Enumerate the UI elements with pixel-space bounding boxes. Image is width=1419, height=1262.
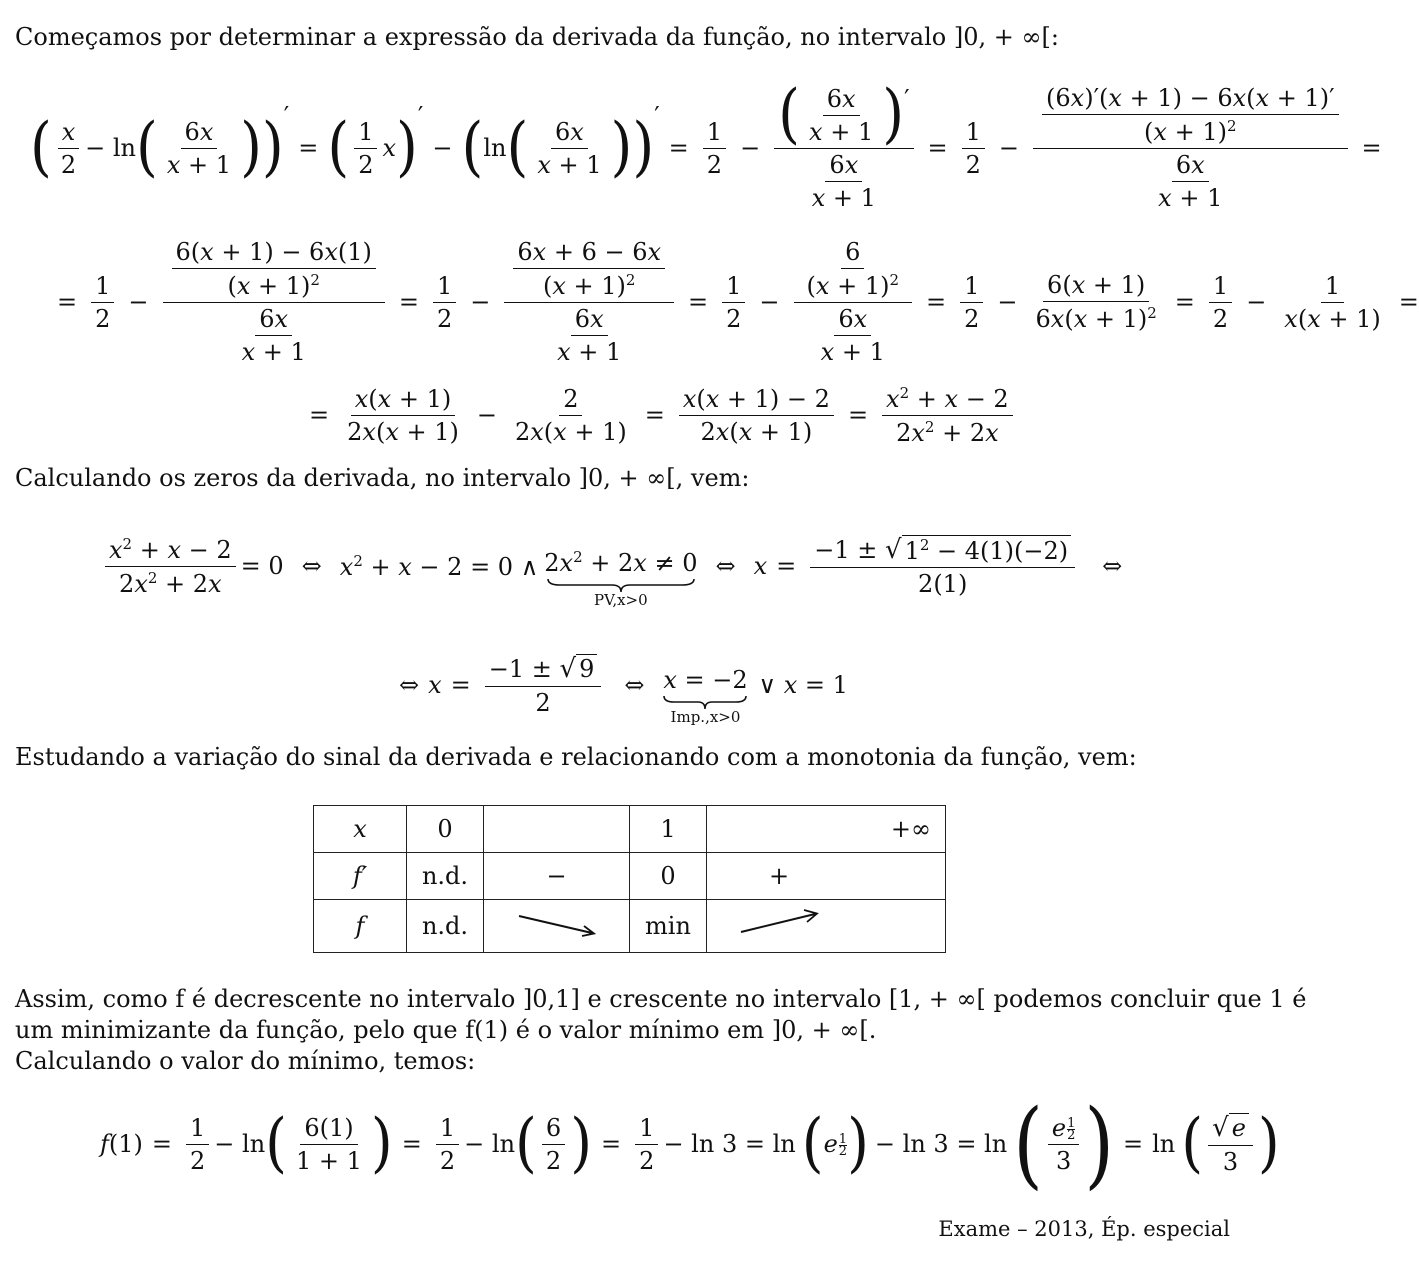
sign-study-paragraph: Estudando a variação do sinal da derivada e relacionando com a monotonia da função, vem: — [15, 743, 1137, 771]
zeros-equation-line-2: ⇔ x = −1 ± √ 9 2 ⇔ x = −2 Imp.,x>0 ∨ x = 1 — [399, 653, 848, 726]
pv-brace: $2x^2 + 2x \ne 0$ PV,x>0 — [544, 547, 698, 609]
table-cell: n.d. — [407, 853, 484, 900]
minimum-paragraph: Calculando o valor do mínimo, temos: — [15, 1047, 476, 1075]
table-cell: 1 — [630, 806, 707, 853]
conclusion-line-2: um minimizante da função, pelo que f(1) é o valor mínimo em ]0, + ∞[. — [15, 1016, 877, 1044]
table-cell: x — [314, 806, 407, 853]
table-row — [314, 900, 946, 953]
sign-table — [313, 805, 946, 953]
derivative-equation-line-2: = $\frac{1}{2}$ − $\frac{\frac{6(x + 1) - 6x(1)}{(x + 1)^2}}{\frac{6x}{x + 1}}$ = $\frac{1}{2}$ − $\frac{\frac{6x + 6 - 6x}{(x + 1)^2}}{\frac{6x}{x + 1}}$ = $\frac{1}{2}$ − $\frac{\frac{6}{(x + 1)^2}}{\frac{6x}{x + 1}}$ = $\frac{1}{2}$ − $\frac{6(x + 1)}{6x(x + 1)^2}$ = $\frac{1}{2}$ − $\frac{1}{x(x + 1)}$ = — [57, 238, 1419, 366]
table-cell: f′ — [314, 853, 407, 900]
zeros-equation-line-1: $\frac{x^2 + x - 2}{2x^2 + 2x}$ = 0 ⇔ $x^2 + x - 2 = 0$ ∧ $2x^2 + 2x \ne 0$ PV,x>0 ⇔ x = −1 ± √ $1^2 - 4(1)(-2)$ 2(1) ⇔ — [100, 520, 1160, 612]
pv-brace-label: PV,x>0 — [594, 590, 648, 609]
decreasing-arrow-icon — [484, 900, 629, 946]
intro-paragraph: Começamos por determinar a expressão da derivada da função, no intervalo ]0, + ∞[: — [15, 23, 1059, 51]
table-row — [314, 853, 946, 900]
table-cell: n.d. — [407, 900, 484, 953]
impossible-brace-label: Imp.,x>0 — [670, 708, 741, 726]
table-cell: 0 — [630, 853, 707, 900]
conclusion-line-1: Assim, como f é decrescente no intervalo ]0,1] e crescente no intervalo [1, + ∞[ podemos concluir que 1 é — [15, 985, 1307, 1013]
table-cell: 0 — [407, 806, 484, 853]
table-cell: +∞ — [707, 806, 946, 853]
table-cell — [484, 806, 630, 853]
table-cell: f — [314, 900, 407, 953]
increasing-arrow-icon — [707, 900, 931, 946]
table-cell: + — [707, 853, 946, 900]
decreasing-arrow-cell — [484, 900, 630, 953]
minimum-value-equation: f(1) = $\frac{1}{2}$ − ln ( 6(1) 1 + 1 ) = $\frac{1}{2}$ − ln ( 6 2 ) = $\frac{1}{2}$ − ln 3 = ln ( e $\frac{1}{2}$ ) − ln 3 = ln ( e $\frac{1}{2}$ 3 ) = ln ( √ e 3 ) — [100, 1087, 1280, 1199]
zeros-paragraph: Calculando os zeros da derivada, no intervalo ]0, + ∞[, vem: — [15, 464, 750, 492]
impossible-brace: x = −2 Imp.,x>0 — [663, 666, 748, 726]
derivative-equation-line-1: ( x 2 − ln ( 6x x + 1 ) ) ′ = ( 1 2 x ) ′ − ( ln ( 6x x + 1 ) ) ′ = $\frac{1}{2}$ − ( 6x x + 1 ) ′ $\frac{6x}{x + 1}$ = $\frac{1}{2}$ − $\frac{\frac{(6x)'(x + 1) - 6x(x + 1)'}{(x + 1)^2}}{\frac{6x}{x + 1}}$ = — [30, 77, 1382, 212]
increasing-arrow-cell — [707, 900, 946, 953]
derivative-equation-line-3: = $\frac{x(x + 1)}{2x(x + 1)}$ − $\frac{2}{2x(x + 1)}$ = $\frac{x(x + 1) - 2}{2x(x + 1)}$ = $\frac{x^2 + x - 2}{2x^2 + 2x}$ — [300, 382, 1000, 448]
table-cell: − — [484, 853, 630, 900]
source-footer: Exame – 2013, Ép. especial — [938, 1217, 1230, 1241]
table-cell: min — [630, 900, 707, 953]
table-row — [314, 806, 946, 853]
